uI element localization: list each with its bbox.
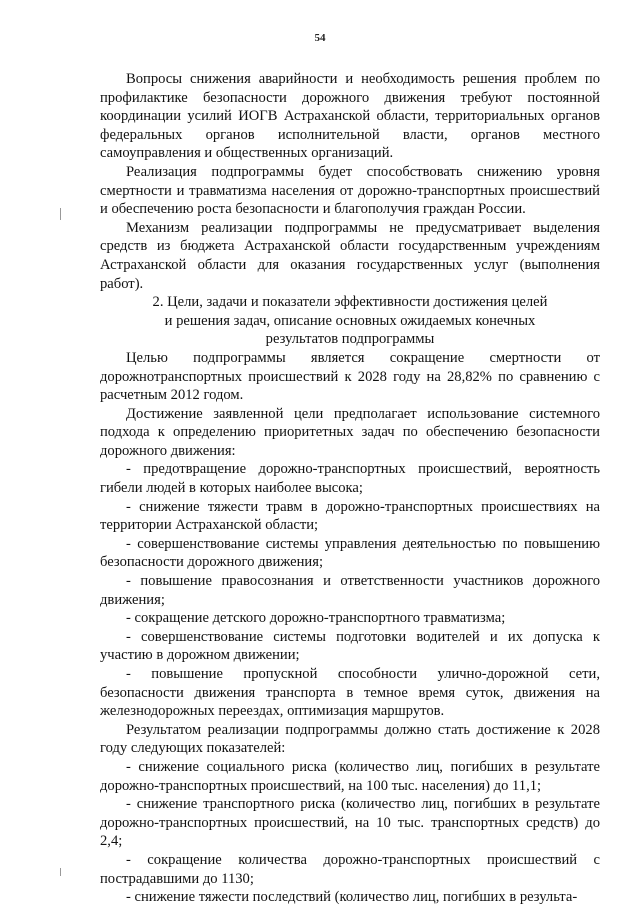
- paragraph-subprogram-effect: Реализация подпрограммы будет способствовать снижению уровня смертности и травматизма населения от дорожно-транспортных происшествий и обеспечению роста безопасности и благополучия граждан России.: [100, 163, 600, 218]
- result-indicator: - снижение тяжести последствий (количество лиц, погибших в результа-: [126, 889, 578, 906]
- result-indicator: - сокращение количества дорожно-транспортных происшествий с пострадавшими до 1130;: [100, 851, 600, 887]
- result-indicator: - снижение социального риска (количество лиц, погибших в результате дорожно-транспортных происшествий, на 100 тыс. населения) до 11,1;: [100, 758, 600, 794]
- heading-line: 2. Цели, задачи и показатели эффективности достижения целей: [152, 294, 548, 311]
- task-item: - сокращение детского дорожно-транспортного травматизма;: [126, 610, 506, 627]
- result-indicator: - снижение транспортного риска (количество лиц, погибших в результате дорожно-транспортных происшествий, на 10 тыс. транспортных средств) до 2,4;: [100, 796, 600, 850]
- heading-line: и решения задач, описание основных ожидаемых конечных: [164, 312, 536, 329]
- task-item: - повышение пропускной способности улично-дорожной сети, безопасности движения транспорта в темное время суток, движения на железнодорожных переездах, оптимизация маршрутов.: [100, 666, 600, 720]
- paragraph-road-safety-coordination: Вопросы снижения аварийности и необходимость решения проблем по профилактике безопасности дорожного движения требуют постоянной координации усилий ИОГВ Астраханской области, территориальных органов федеральных органов исполнительной власти, органов местного самоуправления и общественных организаций.: [100, 71, 600, 162]
- paragraph-approach: Достижение заявленной цели предполагает использование системного подхода к определению приоритетных задач по обеспечению безопасности дорожного движения:: [100, 405, 600, 459]
- task-item: - повышение правосознания и ответственности участников дорожного движения;: [100, 573, 600, 608]
- scan-artifact: [60, 208, 61, 220]
- paragraph-goal: Целью подпрограммы является сокращение смертности от дорожнотранспортных происшествий к 2028 году на 28,82% по сравнению с расчетным 2012 годом.: [100, 349, 600, 404]
- heading-line: результатов подпрограммы: [265, 331, 435, 348]
- scan-artifact: [60, 868, 61, 876]
- task-item: - предотвращение дорожно-транспортных происшествий, вероятность гибели людей в которых наиболее высока;: [100, 461, 600, 497]
- task-item: - совершенствование системы подготовки водителей и их допуска к участию в дорожном движении;: [100, 628, 600, 664]
- document-body: [100, 70, 600, 907]
- paragraph-results: Результатом реализации подпрограммы должно стать достижение к 2028 году следующих показателей:: [100, 721, 600, 757]
- page-number: 54: [314, 32, 326, 44]
- paragraph-funding-mechanism: Механизм реализации подпрограммы не предусматривает выделения средств из бюджета Астраханской области государственным учреждениям Астраханской области для оказания государственных услуг (выполнения работ).: [100, 219, 600, 292]
- section-heading: [100, 293, 600, 349]
- task-item: - совершенствование системы управления деятельностью по повышению безопасности дорожного движения;: [100, 535, 600, 571]
- task-item: - снижение тяжести травм в дорожно-транспортных происшествиях на территории Астраханской области;: [100, 498, 600, 534]
